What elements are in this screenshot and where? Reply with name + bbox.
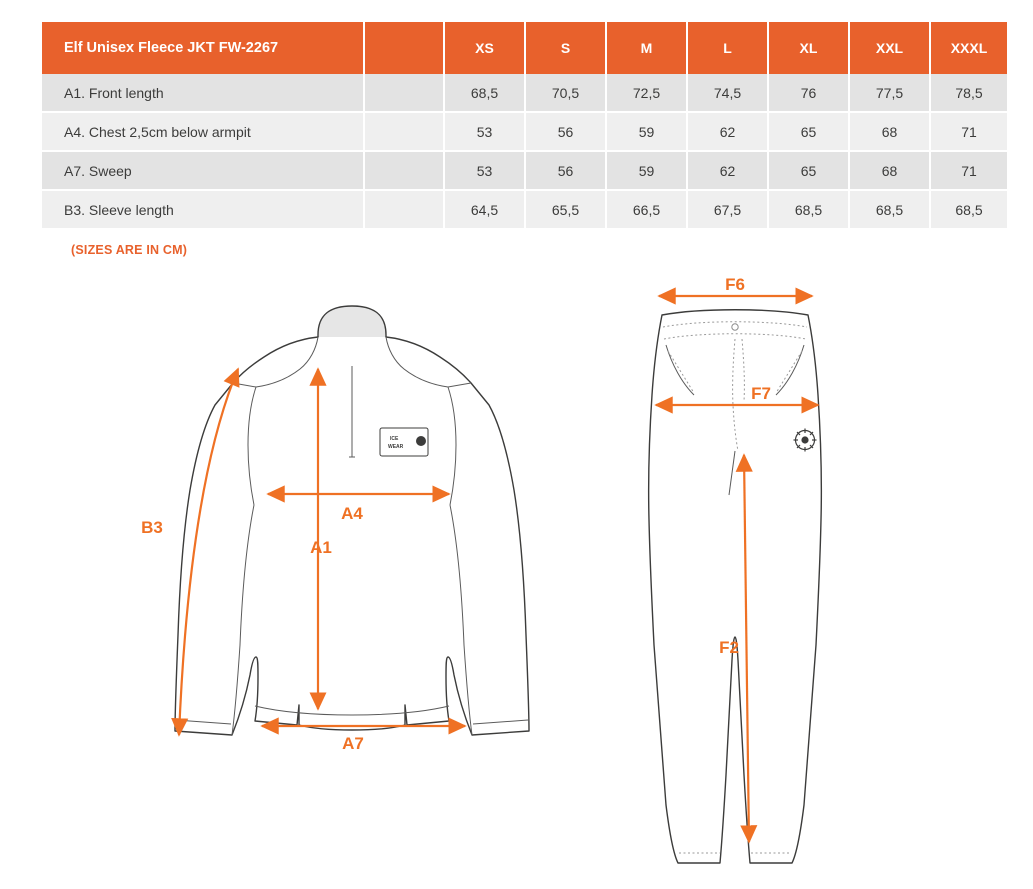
measure-label-f7: F7 [751, 384, 771, 403]
blank-column-header [364, 22, 444, 74]
measurement-label: A4. Chest 2,5cm below armpit [42, 112, 364, 151]
measurement-label: A1. Front length [42, 74, 364, 112]
spacer-cell [364, 151, 444, 190]
cell-value: 68,5 [768, 190, 849, 229]
measure-label-b3: B3 [141, 518, 163, 537]
cell-value: 56 [525, 151, 606, 190]
cell-value: 68,5 [849, 190, 930, 229]
brand-text-line1: ICE [390, 436, 399, 442]
cell-value: 78,5 [930, 74, 1007, 112]
measurement-label: B3. Sleeve length [42, 190, 364, 229]
fleece-jacket-illustration [141, 306, 529, 753]
units-note: (SIZES ARE IN CM) [71, 243, 188, 257]
cell-value: 65 [768, 151, 849, 190]
cell-value: 53 [444, 112, 525, 151]
cell-value: 71 [930, 151, 1007, 190]
cell-value: 67,5 [687, 190, 768, 229]
cell-value: 59 [606, 151, 687, 190]
cell-value: 59 [606, 112, 687, 151]
cell-value: 65 [768, 112, 849, 151]
pants-illustration [649, 275, 822, 863]
cell-value: 53 [444, 151, 525, 190]
measure-label-f2: F2 [719, 638, 739, 657]
cell-value: 68,5 [930, 190, 1007, 229]
size-header-m: M [606, 22, 687, 74]
spacer-cell [364, 112, 444, 151]
size-header-xs: XS [444, 22, 525, 74]
size-header-s: S [525, 22, 606, 74]
spacer-cell [364, 190, 444, 229]
table-row [42, 151, 1007, 190]
cell-value: 68,5 [444, 74, 525, 112]
measure-label-a1: A1 [310, 538, 332, 557]
product-title: Elf Unisex Fleece JKT FW-2267 [42, 22, 364, 74]
size-chart-table [42, 22, 1007, 230]
cell-value: 68 [849, 112, 930, 151]
cell-value: 64,5 [444, 190, 525, 229]
cell-value: 70,5 [525, 74, 606, 112]
cell-value: 72,5 [606, 74, 687, 112]
table-row [42, 112, 1007, 151]
cell-value: 77,5 [849, 74, 930, 112]
brand-text-line2: WEAR [388, 444, 404, 450]
cell-value: 65,5 [525, 190, 606, 229]
cell-value: 68 [849, 151, 930, 190]
measure-label-a7: A7 [342, 734, 364, 753]
size-table-container [42, 22, 1007, 230]
measure-label-f6: F6 [725, 275, 745, 294]
spacer-cell [364, 74, 444, 112]
size-header-l: L [687, 22, 768, 74]
cell-value: 62 [687, 151, 768, 190]
measurement-label: A7. Sweep [42, 151, 364, 190]
cell-value: 71 [930, 112, 1007, 151]
measure-label-a4: A4 [341, 504, 363, 523]
cell-value: 76 [768, 74, 849, 112]
table-row [42, 190, 1007, 229]
diagram-area [0, 265, 1033, 889]
size-header-xl: XL [768, 22, 849, 74]
cell-value: 56 [525, 112, 606, 151]
table-row [42, 74, 1007, 112]
size-header-xxxl: XXXL [930, 22, 1007, 74]
cell-value: 74,5 [687, 74, 768, 112]
garment-diagrams-svg [0, 265, 1033, 889]
cell-value: 62 [687, 112, 768, 151]
cell-value: 66,5 [606, 190, 687, 229]
table-header-row [42, 22, 1007, 74]
size-header-xxl: XXL [849, 22, 930, 74]
